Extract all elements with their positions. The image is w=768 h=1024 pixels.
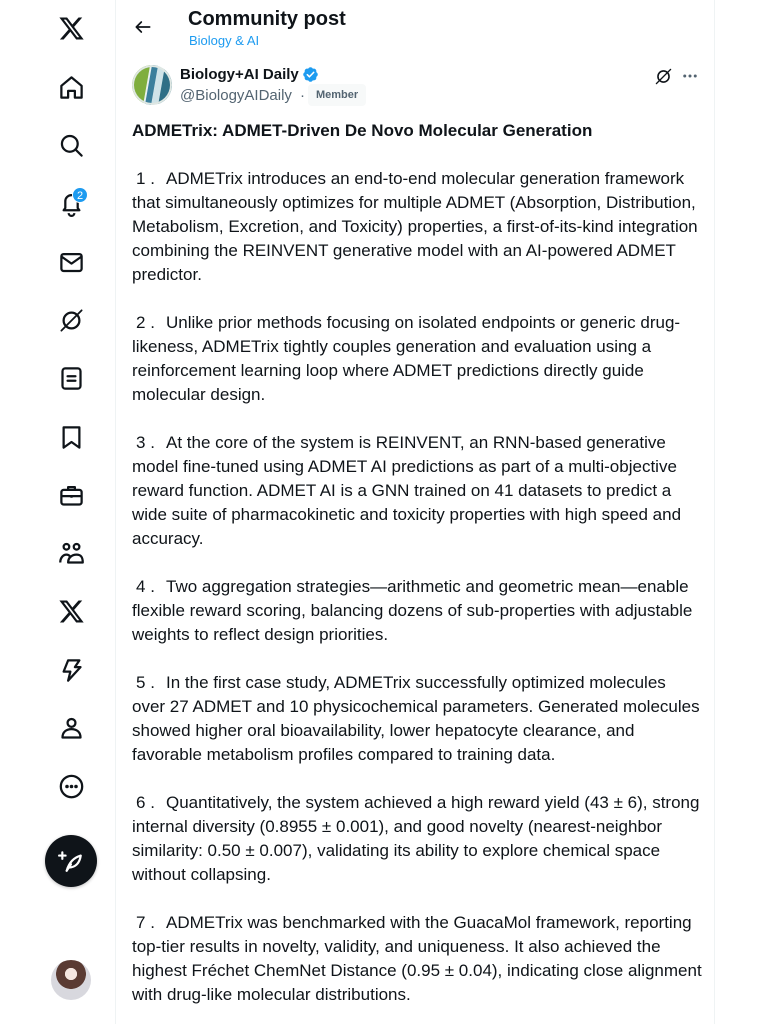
post-heading: ADMETrix: ADMET-Driven De Novo Molecular Generation <box>132 121 593 140</box>
nav-jobs[interactable] <box>46 470 96 520</box>
more-circle-icon <box>58 773 85 800</box>
post-paragraph: 6 . Quantitatively, the system achieved a high reward yield (43 ± 6), strong internal diversity (0.8955 ± 0.001), and good novelty (nearest-neighbor similarity: 0.50 ± 0.007), validating its ability to explore chemical space without collapsing. <box>132 793 700 884</box>
x-logo-icon <box>58 15 85 42</box>
nav-bookmarks[interactable] <box>46 412 96 462</box>
communities-icon <box>58 540 85 567</box>
member-badge: Member <box>308 84 366 106</box>
separator-dot: · <box>300 87 305 104</box>
page-header <box>116 0 715 56</box>
post-paragraph: 7 . ADMETrix was benchmarked with the GuacaMol framework, reporting top-tier results in novelty, validity, and uniqueness. It also achieved the highest Fréchet ChemNet Distance (0.95 ± 0.04), indicating close alignment with drug-like molecular distributions. <box>132 913 702 1004</box>
nav-premium[interactable] <box>46 586 96 636</box>
back-button[interactable] <box>128 12 158 42</box>
nav-communities[interactable] <box>46 528 96 578</box>
grok-icon <box>58 307 85 334</box>
x-logo-link[interactable] <box>46 3 96 53</box>
paragraph-number: 6 . <box>136 793 155 812</box>
grok-icon <box>654 67 673 86</box>
profile-icon <box>58 715 85 742</box>
search-icon <box>58 132 85 159</box>
x-premium-icon <box>58 598 85 625</box>
nav-explore[interactable] <box>46 120 96 170</box>
post-paragraph: 2 . Unlike prior methods focusing on isolated endpoints or generic drug-likeness, ADMETrix tightly couples generation and evaluation using a reinforcement learning loop where ADMET predictions directly guide molecular design. <box>132 313 681 404</box>
lightning-icon <box>58 657 85 684</box>
notification-badge: 2 <box>72 187 88 203</box>
page-title: Community post <box>188 8 346 30</box>
nav-grok[interactable] <box>46 295 96 345</box>
grok-explain-button[interactable] <box>652 65 674 87</box>
verified-badge-icon <box>302 66 319 83</box>
community-link[interactable]: Biology & AI <box>189 33 260 48</box>
left-nav <box>0 0 115 1024</box>
nav-notifications[interactable] <box>46 178 96 228</box>
nav-lists[interactable] <box>46 353 96 403</box>
post-more-button[interactable] <box>679 65 701 87</box>
author-avatar[interactable] <box>132 65 172 105</box>
post-paragraph: 1 . ADMETrix introduces an end-to-end molecular generation framework that simultaneously optimizes for multiple ADMET (Absorption, Distribution, Metabolism, Excretion, and Toxicity) properties, a first-of-its-kind integration combining the REINVENT generative model with an AI-powered ADMET predictor. <box>132 169 698 284</box>
nav-verified-orgs[interactable] <box>46 645 96 695</box>
account-avatar[interactable] <box>51 960 91 1000</box>
nav-home[interactable] <box>46 62 96 112</box>
nav-messages[interactable] <box>46 237 96 287</box>
post-author-row <box>132 65 702 107</box>
mail-icon <box>58 249 85 276</box>
bookmark-icon <box>58 424 85 451</box>
arrow-left-icon <box>133 17 153 37</box>
home-icon <box>58 74 85 101</box>
compose-post-button[interactable] <box>45 835 97 887</box>
feather-plus-icon <box>58 848 84 874</box>
paragraph-number: 1 . <box>136 169 155 188</box>
nav-more[interactable] <box>46 761 96 811</box>
briefcase-icon <box>58 482 85 509</box>
post-paragraph: 5 . In the first case study, ADMETrix successfully optimized molecules over 27 ADMET and 10 physicochemical parameters. Generated molecules showed higher oral bioavailability, lower hepatocyte clearance, and favorable metabolism profiles compared to training data. <box>132 673 700 764</box>
paragraph-number: 2 . <box>136 313 155 332</box>
post-paragraph: 4 . Two aggregation strategies—arithmetic and geometric mean—enable flexible reward scoring, balancing dozens of sub-properties with adjustable weights to reflect design priorities. <box>132 577 693 644</box>
paragraph-number: 7 . <box>136 913 155 932</box>
main-column <box>115 0 715 1024</box>
paragraph-number: 4 . <box>136 577 155 596</box>
post-paragraph: 3 . At the core of the system is REINVENT, an RNN-based generative model fine-tuned using ADMET AI predictions as part of a multi-objective reward function. ADMET AI is a GNN trained on 41 datasets to predict a wide suite of pharmacokinetic and toxicity properties with high speed and accuracy. <box>132 433 682 548</box>
more-horizontal-icon <box>681 67 699 85</box>
paragraph-number: 5 . <box>136 673 155 692</box>
post-text <box>132 119 702 1024</box>
author-handle[interactable]: @BiologyAIDaily <box>180 87 292 104</box>
author-display-name[interactable]: Biology+AI Daily <box>180 66 299 83</box>
nav-profile[interactable] <box>46 703 96 753</box>
lists-icon <box>58 365 85 392</box>
paragraph-number: 3 . <box>136 433 155 452</box>
